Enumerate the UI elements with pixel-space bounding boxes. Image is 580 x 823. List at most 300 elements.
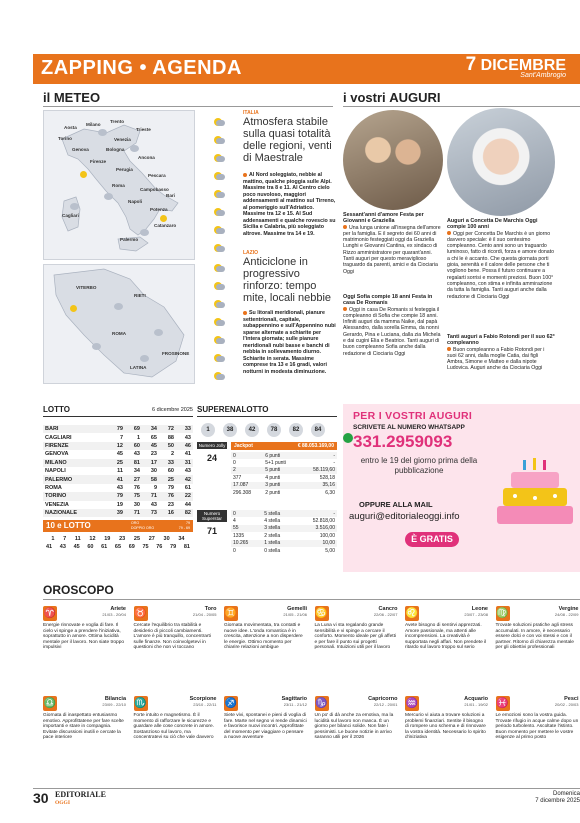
partly-cloudy-icon bbox=[213, 318, 225, 327]
lotto-number: 88 bbox=[167, 434, 174, 441]
diecielotto-number: 34 bbox=[178, 536, 185, 543]
prize-amount: 6,30 bbox=[325, 489, 335, 496]
partly-cloudy-icon bbox=[213, 226, 225, 235]
lotto-number: 44 bbox=[184, 501, 191, 508]
map-city: LATINA bbox=[130, 365, 147, 370]
lotto-number: 60 bbox=[167, 468, 174, 475]
oroscopo-rule bbox=[43, 599, 580, 600]
sign-name: Acquario bbox=[464, 696, 488, 702]
cloud-icon bbox=[92, 343, 101, 350]
lotto-row bbox=[43, 509, 193, 517]
lotto-number: 31 bbox=[176, 459, 193, 467]
auguri-title bbox=[343, 90, 441, 105]
lotto-number: 2 bbox=[170, 451, 174, 458]
diecielotto-number: 7 bbox=[63, 536, 67, 543]
lazio-label: LAZIO bbox=[243, 250, 258, 256]
prize-row bbox=[231, 489, 337, 496]
lotto-number: 30 bbox=[133, 501, 140, 508]
partly-cloudy-icon bbox=[213, 354, 225, 363]
lotto-number: 46 bbox=[176, 442, 193, 450]
zodiac-acquario-icon: ♒ bbox=[405, 698, 419, 709]
prize-category: 2 punti bbox=[265, 489, 281, 496]
zodiac-leone-icon: ♌ bbox=[405, 608, 419, 619]
sign-text: Mercurio vi aiuta a trovare soluzioni a problemi finanziari. Sentite il bisogno di rompere uno schema e di rinnovare la vostra identità. Necessario lo spirito d'iniziativa bbox=[405, 713, 486, 741]
auguri-title-b: AUGURI bbox=[389, 90, 441, 105]
lotto-city: FIRENZE bbox=[43, 442, 108, 450]
map-city: Trieste bbox=[136, 127, 151, 132]
prize-amount: 58.119,60 bbox=[299, 467, 337, 474]
lotto-number: 30 bbox=[150, 468, 157, 475]
auguri-rule bbox=[343, 106, 580, 107]
italia-headline: Atmosfera stabile sulla quasi totalità delle regioni, venti di Maestrale bbox=[243, 116, 332, 164]
prize-winners: 0 bbox=[231, 452, 263, 459]
jolly-value: 24 bbox=[206, 453, 217, 463]
map-city: Venezia bbox=[114, 137, 131, 142]
meteo-title-b: METEO bbox=[53, 90, 101, 105]
cloud-icon bbox=[140, 355, 149, 362]
map-city: VITERBO bbox=[76, 285, 97, 290]
superenalotto-ball: 82 bbox=[289, 423, 303, 437]
lotto-number: 1 bbox=[136, 434, 140, 441]
birthday-cake-icon bbox=[493, 458, 575, 528]
superenalotto-ball: 78 bbox=[267, 423, 281, 437]
promo-line3: entro le 19 del giorno prima della pubblicazione bbox=[360, 456, 478, 475]
italia-text: Al Nord soleggiato, nebbie al mattino, qualche pioggia sulle Alpi. Massime tra 8 e 11. Al Centro cielo poco nuvoloso, maggiori addensamenti al mattino sul Tirreno, al pomeriggio sull'Adriatico. Massime tra 12 e 15. Al Sud addensamenti e qualche rovescio su Sicilia e Calabria, più soleggiato altrove. Massime tra 14 e 19. bbox=[243, 172, 336, 237]
augurio-text: Oggi per Concetta De Marchis è un giorno davvero speciale: è il suo centesimo compleanno. Cento anni sono un traguardo luminoso, fatto di ricordi, forza e amore donato a chi le è accanto. Che questa giornata porti gioia, serenità e il calore delle persone che ti vogliono bene. Possa il futuro continuare a regalarti sorrisi e momenti preziosi. Buon 100° compleanno, con stima e infinita ammirazione da tutta la famiglia. Tanti auguri anche dalla redazione di Ciociaria Oggi bbox=[447, 230, 554, 300]
diecielotto-number: 30 bbox=[163, 536, 170, 543]
brand-logo bbox=[55, 791, 106, 807]
cloud-icon bbox=[98, 129, 107, 136]
augurio-title: Oggi Sofia compie 18 anni Festa in casa De Romanis bbox=[343, 294, 433, 307]
zodiac-pesci-icon: ♓ bbox=[496, 698, 509, 709]
lotto-row bbox=[43, 450, 193, 458]
partly-cloudy-icon bbox=[213, 282, 225, 291]
diecielotto-numbers-row1 bbox=[43, 536, 193, 542]
bullet-icon bbox=[447, 347, 451, 351]
prize-amount: - bbox=[294, 510, 337, 517]
lotto-number: 58 bbox=[142, 475, 159, 483]
augurio-text-wrap bbox=[343, 307, 443, 357]
prize-winners: 0 bbox=[231, 510, 262, 517]
partly-cloudy-icon bbox=[213, 264, 225, 273]
zodiac-capricorno-icon: ♑ bbox=[315, 698, 328, 709]
map-city: Bologna bbox=[106, 147, 125, 152]
horoscope-sign bbox=[43, 606, 126, 690]
map-city: Potenza bbox=[150, 207, 168, 212]
sign-text: Energie rinnovate e voglia di fare. Il cielo vi spinge a prendere l'iniziativa, soprattutto in amore. Ottima lucidità mentale per il lavoro. Non siate troppo impulsivi bbox=[43, 623, 125, 651]
map-city: Roma bbox=[112, 183, 125, 188]
prize-category: 5+1 punti bbox=[265, 460, 286, 467]
diecielotto-number: 65 bbox=[114, 544, 122, 551]
meteo-title bbox=[43, 90, 100, 105]
prize-row bbox=[231, 532, 337, 539]
sign-name: Ariete bbox=[110, 606, 126, 612]
lotto-number: 27 bbox=[125, 475, 142, 483]
augurio-3 bbox=[447, 218, 555, 300]
sign-name: Scorpione bbox=[189, 696, 217, 702]
diecielotto-number: 12 bbox=[89, 536, 96, 543]
sign-name: Leone bbox=[471, 606, 488, 612]
horoscope-sign bbox=[496, 696, 579, 780]
prize-row bbox=[231, 452, 337, 459]
prize-amount: 10,00 bbox=[294, 540, 337, 547]
lotto-city: CAGLIARI bbox=[45, 434, 72, 441]
zodiac-gemelli-icon: ♊ bbox=[224, 608, 238, 619]
map-city: Pescara bbox=[148, 173, 166, 178]
oroscopo-grid bbox=[43, 606, 580, 781]
lotto-number: 25 bbox=[108, 459, 125, 467]
map-city: Trento bbox=[110, 119, 125, 124]
augurio-2 bbox=[343, 294, 443, 357]
prize-winners: 17.087 bbox=[231, 482, 263, 489]
lotto-number: 41 bbox=[184, 451, 191, 458]
sign-dates: 23/11 - 21/12 bbox=[283, 702, 307, 707]
oro-label: ORO bbox=[131, 521, 140, 526]
prize-amount: 528,18 bbox=[319, 474, 335, 481]
sun-icon bbox=[160, 215, 167, 222]
lotto-number: 79 bbox=[167, 484, 174, 491]
superenalotto-title: SUPERENALOTTO bbox=[197, 405, 337, 417]
superenalotto-panel bbox=[197, 405, 337, 564]
meteo-lazio bbox=[243, 250, 336, 375]
superenalotto-balls bbox=[197, 421, 337, 439]
prize-category: 4 stella bbox=[264, 518, 281, 525]
prize-category: 6 punti bbox=[263, 452, 299, 459]
partly-cloudy-icon bbox=[213, 154, 225, 163]
zodiac-vergine-icon: ♍ bbox=[496, 608, 509, 619]
lotto-number: 43 bbox=[150, 501, 157, 508]
prize-category: 2 stella bbox=[264, 532, 281, 539]
augurio-text: Oggi in casa De Romanis si festeggia il compleanno di Sofia che compie 18 anni. Infiniti auguri da mamma Naike, dal papà Alessandro, dalla sorella Emma, da nonni Gerardo, Pina e Luciana, dalla zia Michela e dai cugini Elia e Beatrice. Tanti auguri di buon compleanno Sofia anche dalla redazione di Ciociaria Oggi bbox=[343, 306, 441, 357]
brand-bottom: OGGI bbox=[55, 800, 70, 806]
partly-cloudy-icon bbox=[213, 208, 225, 217]
partly-cloudy-icon bbox=[213, 300, 225, 309]
diecielotto-numbers-row2 bbox=[43, 544, 193, 550]
diecielotto-bar bbox=[43, 520, 193, 532]
italy-map bbox=[43, 110, 195, 260]
lotto-row bbox=[43, 475, 193, 483]
lotto-date: 6 dicembre 2025 bbox=[152, 407, 193, 413]
promo-phone: 331.2959093 bbox=[353, 432, 453, 451]
augurio-4 bbox=[447, 334, 555, 372]
diecielotto-title: 10 e LOTTO bbox=[46, 521, 91, 531]
prize-row bbox=[231, 482, 337, 489]
sign-text: La Luna vi sta regalando grande sensibilità e vi spinge a cercare il conforto. Momento ideale per gli affetti e per fare il punto sui progetti personali. Intuizioni utili per il lavoro bbox=[314, 623, 397, 651]
partly-cloudy-icon bbox=[213, 136, 225, 145]
lotto-number: 22 bbox=[176, 492, 193, 500]
prize-winners: 377 bbox=[233, 474, 242, 481]
diecielotto-number: 61 bbox=[101, 544, 108, 551]
prize-amount: 5,00 bbox=[325, 547, 335, 554]
lotto-number: 76 bbox=[133, 484, 140, 491]
lotto-number: 7 bbox=[119, 434, 123, 441]
horoscope-sign bbox=[315, 606, 398, 690]
lotto-row bbox=[43, 501, 193, 509]
lotto-number: 19 bbox=[116, 501, 123, 508]
lotto-number: 41 bbox=[108, 475, 125, 483]
augurio-title: Sessant'anni d'amore Festa per Giovanni e Graziella bbox=[343, 212, 424, 225]
prize-winners: 2 bbox=[231, 467, 263, 474]
horoscope-sign bbox=[405, 606, 488, 690]
augurio-text: Una lunga unione all'insegna dell'amore per la famiglia. E il segreto dei 60 anni di matrimonio festeggiati oggi da Graziella Lunghi e Giovanni Cantina, ex sindaco di Rizzo amministratore per quarant'anni. Tanti auguri per questo meraviglioso traguardo da parenti, amici e da Ciociaria Oggi bbox=[343, 224, 441, 275]
diecielotto-number: 1 bbox=[51, 536, 55, 543]
prize-amount: - bbox=[299, 452, 337, 459]
prize-winners: 0 bbox=[233, 547, 236, 554]
sign-text: Forte intuito e magnetismo. È il momento di rafforzare le sicurezze e guardare alle cose concrete in amore. Sostanzioso sul lavoro, ma concentratevi su ciò che vale davvero bbox=[133, 713, 215, 741]
sign-dates: 23/07 - 23/08 bbox=[464, 612, 488, 617]
lotto-title: LOTTO bbox=[43, 405, 70, 414]
horoscope-sign bbox=[134, 696, 217, 780]
sign-text: Giornata di inaspettato entusiasmo emotivo. Approfittatene per fare scelte importanti e stare in compagnia. Evitate discussioni inutili e cercate la pace interiore bbox=[43, 713, 124, 741]
section-header bbox=[33, 54, 580, 84]
prize-row bbox=[231, 547, 337, 554]
map-city: ROMA bbox=[112, 331, 127, 336]
lotto-row bbox=[43, 492, 193, 500]
lotto-number: 79 bbox=[108, 492, 125, 500]
lazio-text: Su litorali meridionali, pianure settentrionali, capitale, subappennino e sull'Appennino nubi sparse alternate a schiarite per l'intera giornata; sulle pianure meridionali nubi basse e banchi di nebbia in sollevamento diurno. Schiarite in serata. Massime comprese tra 13 e 16 gradi, valori notturni in modesta diminuzione. bbox=[243, 310, 336, 375]
lotto-number: 43 bbox=[184, 434, 191, 441]
lotto-number: 43 bbox=[184, 468, 191, 475]
sign-name: Bilancia bbox=[104, 696, 126, 702]
diecielotto-number: 76 bbox=[156, 544, 163, 551]
sign-dates: 22/12 - 20/01 bbox=[373, 702, 398, 707]
oro-labels bbox=[131, 521, 154, 530]
lotto-number: 23 bbox=[167, 501, 174, 508]
lotto-number: 50 bbox=[159, 442, 176, 450]
prize-category: 3 stella bbox=[262, 525, 294, 532]
cloud-icon bbox=[70, 203, 79, 210]
sign-text: Trovate soluzioni pratiche agli stress accumulati. In amore, è necessario essere dolci e con voi stessi e con il partner. Ritorno di chiarezza mentale per gli obiettivi professionali bbox=[495, 623, 574, 651]
prize-row bbox=[231, 517, 337, 524]
lotto-number: 25 bbox=[159, 475, 176, 483]
header-month: DICEMBRE bbox=[480, 57, 566, 74]
meteo-title-a: il bbox=[43, 90, 54, 105]
sign-dates: 21/01 - 19/02 bbox=[464, 702, 488, 707]
diecielotto-number: 45 bbox=[73, 544, 80, 551]
diecielotto-number: 60 bbox=[87, 544, 94, 551]
sign-name: Sagittario bbox=[281, 696, 307, 702]
lazio-map bbox=[43, 264, 195, 384]
lotto-number: 76 bbox=[159, 492, 176, 500]
prize-category: 5 stella bbox=[262, 510, 294, 517]
lotto-row bbox=[43, 442, 193, 450]
prize-winners: 296.308 bbox=[233, 489, 252, 496]
sign-name: Toro bbox=[204, 606, 217, 612]
map-city: Firenze bbox=[90, 159, 107, 164]
superenalotto-ball: 38 bbox=[223, 423, 237, 437]
lotto-city: TORINO bbox=[43, 492, 108, 500]
lotto-number: 34 bbox=[133, 468, 140, 475]
jackpot-bar bbox=[231, 442, 337, 450]
prize-row bbox=[231, 467, 337, 474]
partly-cloudy-icon bbox=[213, 372, 225, 381]
lotto-number: 82 bbox=[176, 509, 193, 517]
oro-value: 79 bbox=[186, 521, 190, 526]
oroscopo-title: OROSCOPO bbox=[43, 583, 114, 597]
zodiac-toro-icon: ♉ bbox=[134, 608, 147, 619]
diecielotto-number: 43 bbox=[59, 544, 66, 551]
sign-name: Pesci bbox=[564, 696, 579, 702]
lotto-city: VENEZIA bbox=[45, 501, 69, 508]
jackpot-value: € 88.053.169,00 bbox=[297, 443, 334, 449]
lotto-number: 72 bbox=[159, 425, 176, 433]
lotto-number: 33 bbox=[176, 425, 193, 433]
lotto-number: 73 bbox=[142, 509, 159, 517]
meteo-italia bbox=[243, 110, 336, 237]
prize-row bbox=[231, 525, 337, 532]
header-day: 7 bbox=[465, 54, 477, 75]
map-city: Aosta bbox=[64, 125, 77, 130]
superstar-label: Numero Superstar bbox=[197, 510, 227, 522]
bullet-icon bbox=[343, 225, 347, 229]
prize-category: 5 punti bbox=[263, 467, 299, 474]
bullet-icon bbox=[243, 173, 247, 177]
lotto-row bbox=[43, 425, 193, 433]
sign-name: Capricorno bbox=[368, 696, 398, 702]
map-city: Milano bbox=[86, 122, 101, 127]
diecielotto-number: 11 bbox=[74, 536, 81, 543]
augurio-1 bbox=[343, 212, 443, 275]
sun-icon bbox=[70, 305, 77, 312]
jolly-box bbox=[197, 442, 227, 506]
page-number: 30 bbox=[33, 790, 49, 806]
lotto-number: 9 bbox=[153, 484, 157, 491]
prize-row bbox=[231, 474, 337, 481]
lotto-number: 12 bbox=[108, 442, 125, 450]
lotto-number: 33 bbox=[159, 459, 176, 467]
lotto-number: 45 bbox=[116, 451, 123, 458]
prize-category: 1 stella bbox=[262, 540, 294, 547]
sign-name: Cancro bbox=[378, 606, 398, 612]
prize-category: 3 punti bbox=[263, 482, 299, 489]
page-footer bbox=[33, 788, 580, 808]
sign-text: Un po' di dà anche za emotiva, ma la lucidità sul lavoro non manca. È un giorno per bilanci solide. Non fate i pessimisti. Le buone notizie in arrivo saranno utili per il 2026 bbox=[314, 713, 394, 741]
elderly-woman-photo bbox=[447, 108, 555, 216]
lotto-number: 43 bbox=[133, 451, 140, 458]
lotto-city: NAPOLI bbox=[45, 468, 66, 475]
cloud-icon bbox=[130, 145, 139, 152]
prize-amount: 35,16 bbox=[299, 482, 337, 489]
jolly-label: Numero Jolly bbox=[198, 443, 226, 448]
horoscope-sign bbox=[134, 606, 217, 690]
prize-winners: 4 bbox=[233, 518, 236, 525]
zodiac-ariete-icon: ♈ bbox=[43, 608, 57, 619]
lotto-number: 45 bbox=[142, 442, 159, 450]
horoscope-sign bbox=[496, 606, 579, 690]
sign-name: Vergine bbox=[558, 606, 579, 612]
prize-amount: - bbox=[333, 460, 335, 467]
bullet-icon bbox=[243, 311, 247, 315]
diecielotto-number: 25 bbox=[133, 536, 141, 543]
header-saint: Sant'Ambrogio bbox=[520, 72, 566, 79]
lotto-number: 39 bbox=[108, 509, 125, 517]
prize-amount: 3.516,00 bbox=[294, 525, 337, 532]
section-title: ZAPPING • AGENDA bbox=[41, 57, 242, 79]
lotto-city: ROMA bbox=[45, 484, 62, 491]
sign-dates: 20/02 - 20/03 bbox=[554, 702, 579, 707]
augurio-text-wrap bbox=[343, 225, 443, 275]
diecielotto-number: 75 bbox=[142, 544, 149, 551]
lotto-number: 65 bbox=[150, 434, 157, 441]
sign-name: Gemelli bbox=[287, 606, 307, 612]
prize-winners: 1335 bbox=[233, 532, 245, 539]
map-city: Campobasso bbox=[140, 187, 169, 192]
lotto-number: 71 bbox=[142, 492, 159, 500]
lotto-city: NAZIONALE bbox=[43, 509, 108, 517]
lotto-number: 11 bbox=[117, 468, 123, 475]
bullet-icon bbox=[343, 307, 347, 311]
sign-dates: 22/06 - 22/07 bbox=[373, 612, 398, 617]
lotto-number: 16 bbox=[159, 509, 176, 517]
superenalotto-ball: 1 bbox=[201, 423, 215, 437]
doppio-oro-label: DOPPIO ORO bbox=[131, 525, 155, 530]
diecielotto-number: 19 bbox=[104, 536, 111, 543]
lotto-city: MILANO bbox=[43, 459, 108, 467]
superenalotto-ball: 42 bbox=[245, 423, 259, 437]
lotto-number: 69 bbox=[125, 425, 142, 433]
italia-text-wrap bbox=[243, 172, 336, 237]
promo-line4: OPPURE ALLA MAIL bbox=[359, 500, 433, 509]
sign-dates: 21/03 - 20/04 bbox=[102, 612, 126, 617]
superstar-value: 71 bbox=[206, 526, 217, 536]
lotto-number: 42 bbox=[176, 475, 193, 483]
diecielotto-number: 41 bbox=[46, 544, 53, 551]
zodiac-scorpione-icon: ♏ bbox=[134, 698, 147, 709]
prize-category: 4 punti bbox=[265, 474, 281, 481]
prize-amount: 100,00 bbox=[319, 532, 335, 539]
zodiac-bilancia-icon: ♎ bbox=[43, 698, 57, 709]
prize-winners: 10.265 bbox=[231, 540, 262, 547]
map-city: RIETI bbox=[134, 293, 146, 298]
footer-date bbox=[535, 791, 580, 805]
map-city: Palermo bbox=[120, 237, 139, 242]
map-city: Catanzaro bbox=[154, 223, 177, 228]
cloud-icon bbox=[114, 303, 123, 310]
lotto-number: 43 bbox=[116, 484, 123, 491]
stars-table bbox=[231, 510, 337, 554]
sign-text: Giornata movimentata, tra contatti e nuove idee. L'onda romantica è in crescita, attenzione a non disperdere le energie. Ottimo momento per chiarire relazioni ambigue bbox=[224, 623, 303, 651]
auguri-title-a: i vostri bbox=[343, 90, 390, 105]
meteo-rule bbox=[43, 106, 333, 107]
sign-dates: 21/04 - 20/05 bbox=[192, 612, 217, 617]
diecielotto-number: 79 bbox=[170, 544, 177, 551]
bullet-icon bbox=[447, 231, 451, 235]
cloud-icon bbox=[104, 193, 113, 200]
lotto-row bbox=[43, 467, 193, 475]
lotto-number: 75 bbox=[125, 492, 142, 500]
prize-winners: 0 bbox=[233, 460, 236, 467]
lotto-number: 81 bbox=[125, 459, 142, 467]
map-city: Bari bbox=[166, 193, 175, 198]
partly-cloudy-icon bbox=[213, 118, 225, 127]
lotto-header bbox=[43, 405, 193, 417]
superenalotto-ball: 84 bbox=[311, 423, 325, 437]
map-city: FROSINONE bbox=[162, 351, 190, 356]
couple-photo bbox=[343, 110, 443, 210]
diecielotto-number: 81 bbox=[183, 544, 190, 551]
sign-text: Le emozioni sono la vostra guida. Trovate rifugio in acque calme dopo un periodo turbolento. Ascoltate l'istinto. Buon momento per mettere le vostre esigenze al primo posto bbox=[495, 713, 579, 741]
lotto-number: 60 bbox=[125, 442, 142, 450]
augurio-text: Buon compleanno a Fabio Rotondi per i suoi 62 anni, dalla moglie Catia, dai figli Ambra, Simone e Matteo e dalla nipote Ludovica. Auguri anche da Ciociaria Oggi bbox=[447, 346, 545, 372]
lazio-shape bbox=[44, 265, 196, 385]
whatsapp-icon bbox=[343, 433, 353, 443]
prize-amount: 52.818,00 bbox=[312, 518, 335, 525]
horoscope-sign bbox=[224, 696, 307, 780]
map-city: Ancona bbox=[138, 155, 155, 160]
superstar-section bbox=[197, 510, 337, 564]
sign-dates: 23/10 - 22/11 bbox=[193, 702, 217, 707]
zodiac-sagittario-icon: ♐ bbox=[224, 698, 238, 709]
